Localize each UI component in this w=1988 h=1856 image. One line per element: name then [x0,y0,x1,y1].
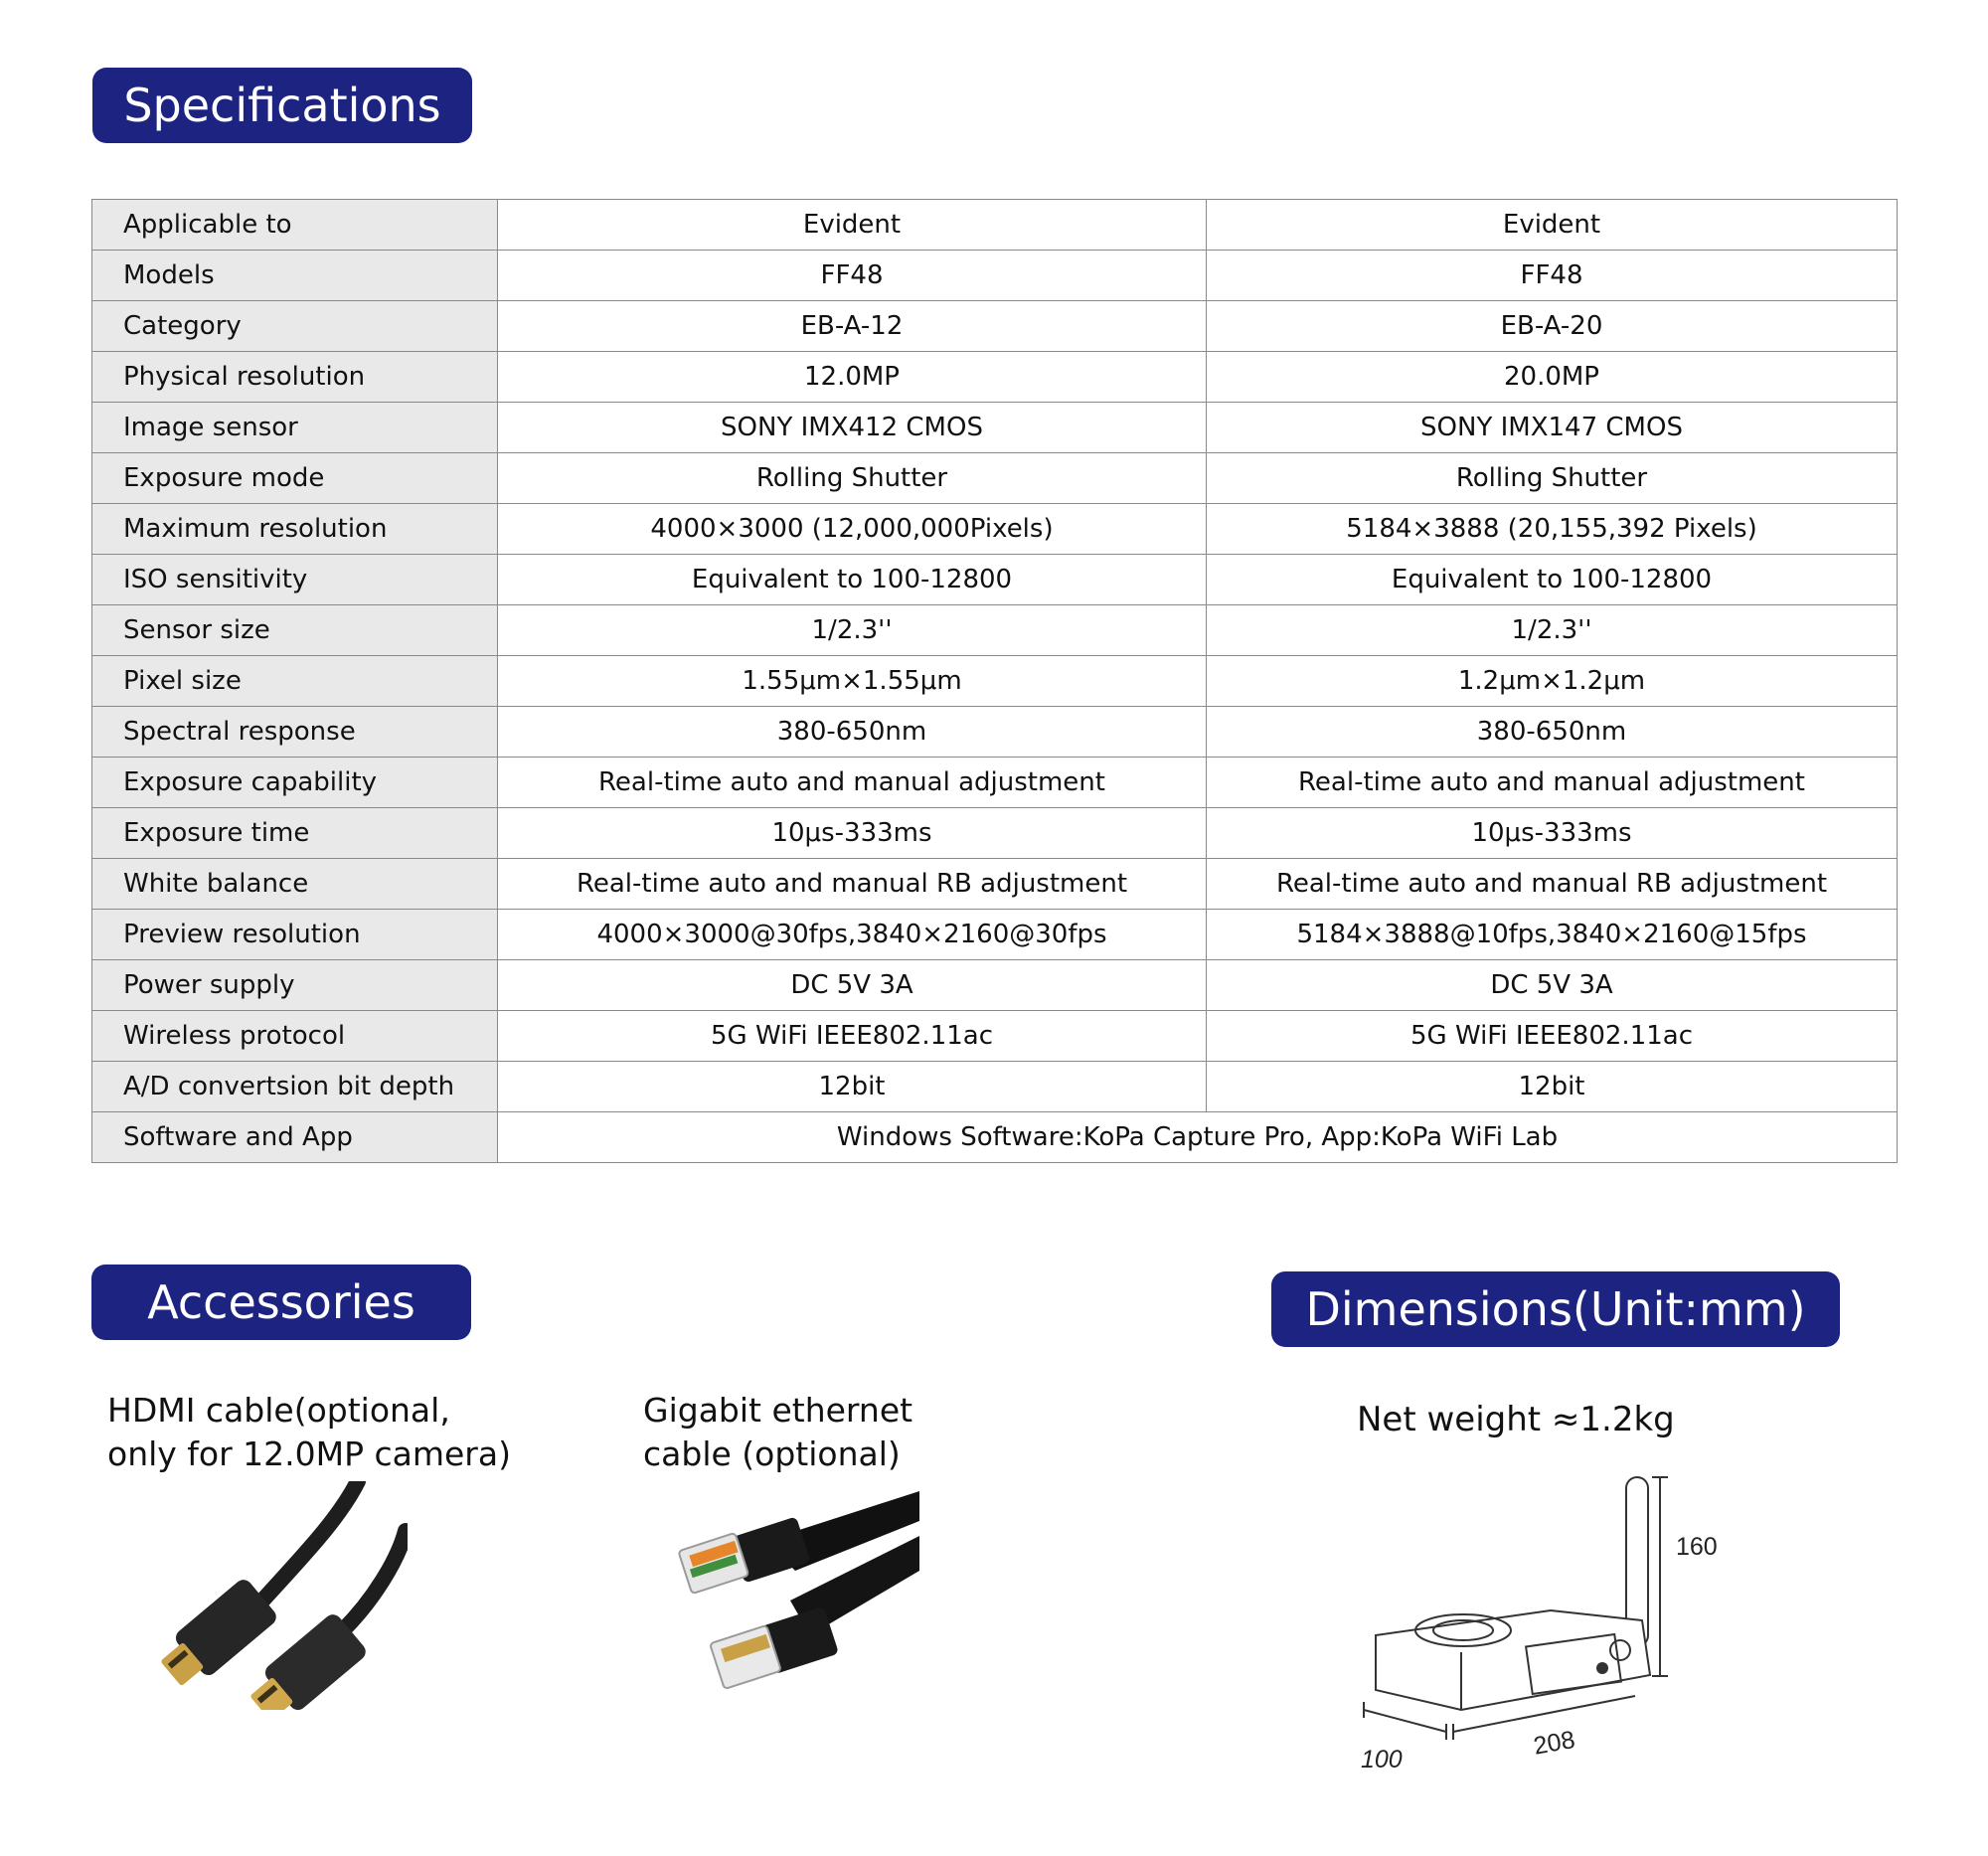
spec-value-b: DC 5V 3A [1207,960,1898,1011]
spec-value-a: Real-time auto and manual adjustment [498,758,1207,808]
spec-label: Spectral response [92,707,498,758]
spec-label: Exposure capability [92,758,498,808]
hdmi-label-line-2: only for 12.0MP camera) [107,1434,511,1473]
spec-label: Models [92,251,498,301]
spec-label: Maximum resolution [92,504,498,555]
spec-value-b: 10μs-333ms [1207,808,1898,859]
spec-value-a: Real-time auto and manual RB adjustment [498,859,1207,910]
spec-value-a: DC 5V 3A [498,960,1207,1011]
table-row [92,1062,1898,1112]
table-row [92,808,1898,859]
table-row [92,859,1898,910]
spec-value-b: 20.0MP [1207,352,1898,403]
table-row [92,504,1898,555]
spec-value-a: 12bit [498,1062,1207,1112]
hdmi-cable-label [107,1389,584,1476]
spec-value-b: SONY IMX147 CMOS [1207,403,1898,453]
spec-label: Wireless protocol [92,1011,498,1062]
height-dimension: 160 [1676,1533,1718,1561]
table-row [92,301,1898,352]
software-value: Windows Software:KoPa Capture Pro, App:KoPa WiFi Lab [498,1112,1898,1163]
spec-value-a: SONY IMX412 CMOS [498,403,1207,453]
width-dimension: 208 [1531,1725,1577,1761]
ethernet-cable-image [676,1486,919,1715]
spec-value-a: 1/2.3'' [498,605,1207,656]
spec-label: Exposure time [92,808,498,859]
spec-value-a: Equivalent to 100-12800 [498,555,1207,605]
table-row [92,960,1898,1011]
table-row [92,453,1898,504]
spec-value-a: Rolling Shutter [498,453,1207,504]
table-row [92,605,1898,656]
spec-label: Preview resolution [92,910,498,960]
specifications-table [91,199,1898,1163]
spec-label: Physical resolution [92,352,498,403]
spec-value-b: 5184×3888 (20,155,392 Pixels) [1207,504,1898,555]
hdmi-cable-image [149,1481,408,1710]
table-row [92,352,1898,403]
ethernet-label-line-2: cable (optional) [643,1434,901,1473]
spec-value-b: 5G WiFi IEEE802.11ac [1207,1011,1898,1062]
specifications-header: Specifications [92,68,472,143]
spec-label: A/D convertsion bit depth [92,1062,498,1112]
spec-value-a: Evident [498,200,1207,251]
table-row [92,758,1898,808]
ethernet-label-line-1: Gigabit ethernet [643,1391,913,1430]
spec-label: Image sensor [92,403,498,453]
spec-value-a: 1.55μm×1.55μm [498,656,1207,707]
spec-value-b: 380-650nm [1207,707,1898,758]
spec-value-a: 4000×3000@30fps,3840×2160@30fps [498,910,1207,960]
spec-value-a: 12.0MP [498,352,1207,403]
depth-dimension: 100 [1361,1746,1403,1773]
table-row [92,555,1898,605]
spec-value-b: FF48 [1207,251,1898,301]
table-row-software [92,1112,1898,1163]
spec-value-a: EB-A-12 [498,301,1207,352]
spec-value-b: 1/2.3'' [1207,605,1898,656]
table-row [92,707,1898,758]
spec-label: Software and App [92,1112,498,1163]
specifications-table-body [92,200,1898,1163]
spec-value-a: FF48 [498,251,1207,301]
spec-value-b: Real-time auto and manual RB adjustment [1207,859,1898,910]
table-row [92,1011,1898,1062]
spec-label: Exposure mode [92,453,498,504]
dimensions-drawing [1352,1471,1730,1789]
spec-value-b: 12bit [1207,1062,1898,1112]
spec-value-a: 10μs-333ms [498,808,1207,859]
table-row [92,403,1898,453]
spec-label: Power supply [92,960,498,1011]
dimensions-header: Dimensions(Unit:mm) [1271,1271,1840,1347]
spec-value-b: Rolling Shutter [1207,453,1898,504]
table-row [92,910,1898,960]
accessories-header: Accessories [91,1265,471,1340]
spec-value-a: 380-650nm [498,707,1207,758]
spec-value-b: 5184×3888@10fps,3840×2160@15fps [1207,910,1898,960]
spec-label: Pixel size [92,656,498,707]
table-row [92,200,1898,251]
spec-value-b: EB-A-20 [1207,301,1898,352]
spec-label: Sensor size [92,605,498,656]
ethernet-cable-label [643,1389,961,1476]
spec-value-b: 1.2μm×1.2μm [1207,656,1898,707]
spec-label: Category [92,301,498,352]
table-row [92,656,1898,707]
spec-value-b: Evident [1207,200,1898,251]
spec-value-a: 5G WiFi IEEE802.11ac [498,1011,1207,1062]
spec-value-b: Real-time auto and manual adjustment [1207,758,1898,808]
spec-value-a: 4000×3000 (12,000,000Pixels) [498,504,1207,555]
hdmi-label-line-1: HDMI cable(optional, [107,1391,450,1430]
net-weight: Net weight ≈1.2kg [1357,1400,1675,1439]
spec-label: White balance [92,859,498,910]
spec-label: ISO sensitivity [92,555,498,605]
spec-value-b: Equivalent to 100-12800 [1207,555,1898,605]
table-row [92,251,1898,301]
spec-label: Applicable to [92,200,498,251]
